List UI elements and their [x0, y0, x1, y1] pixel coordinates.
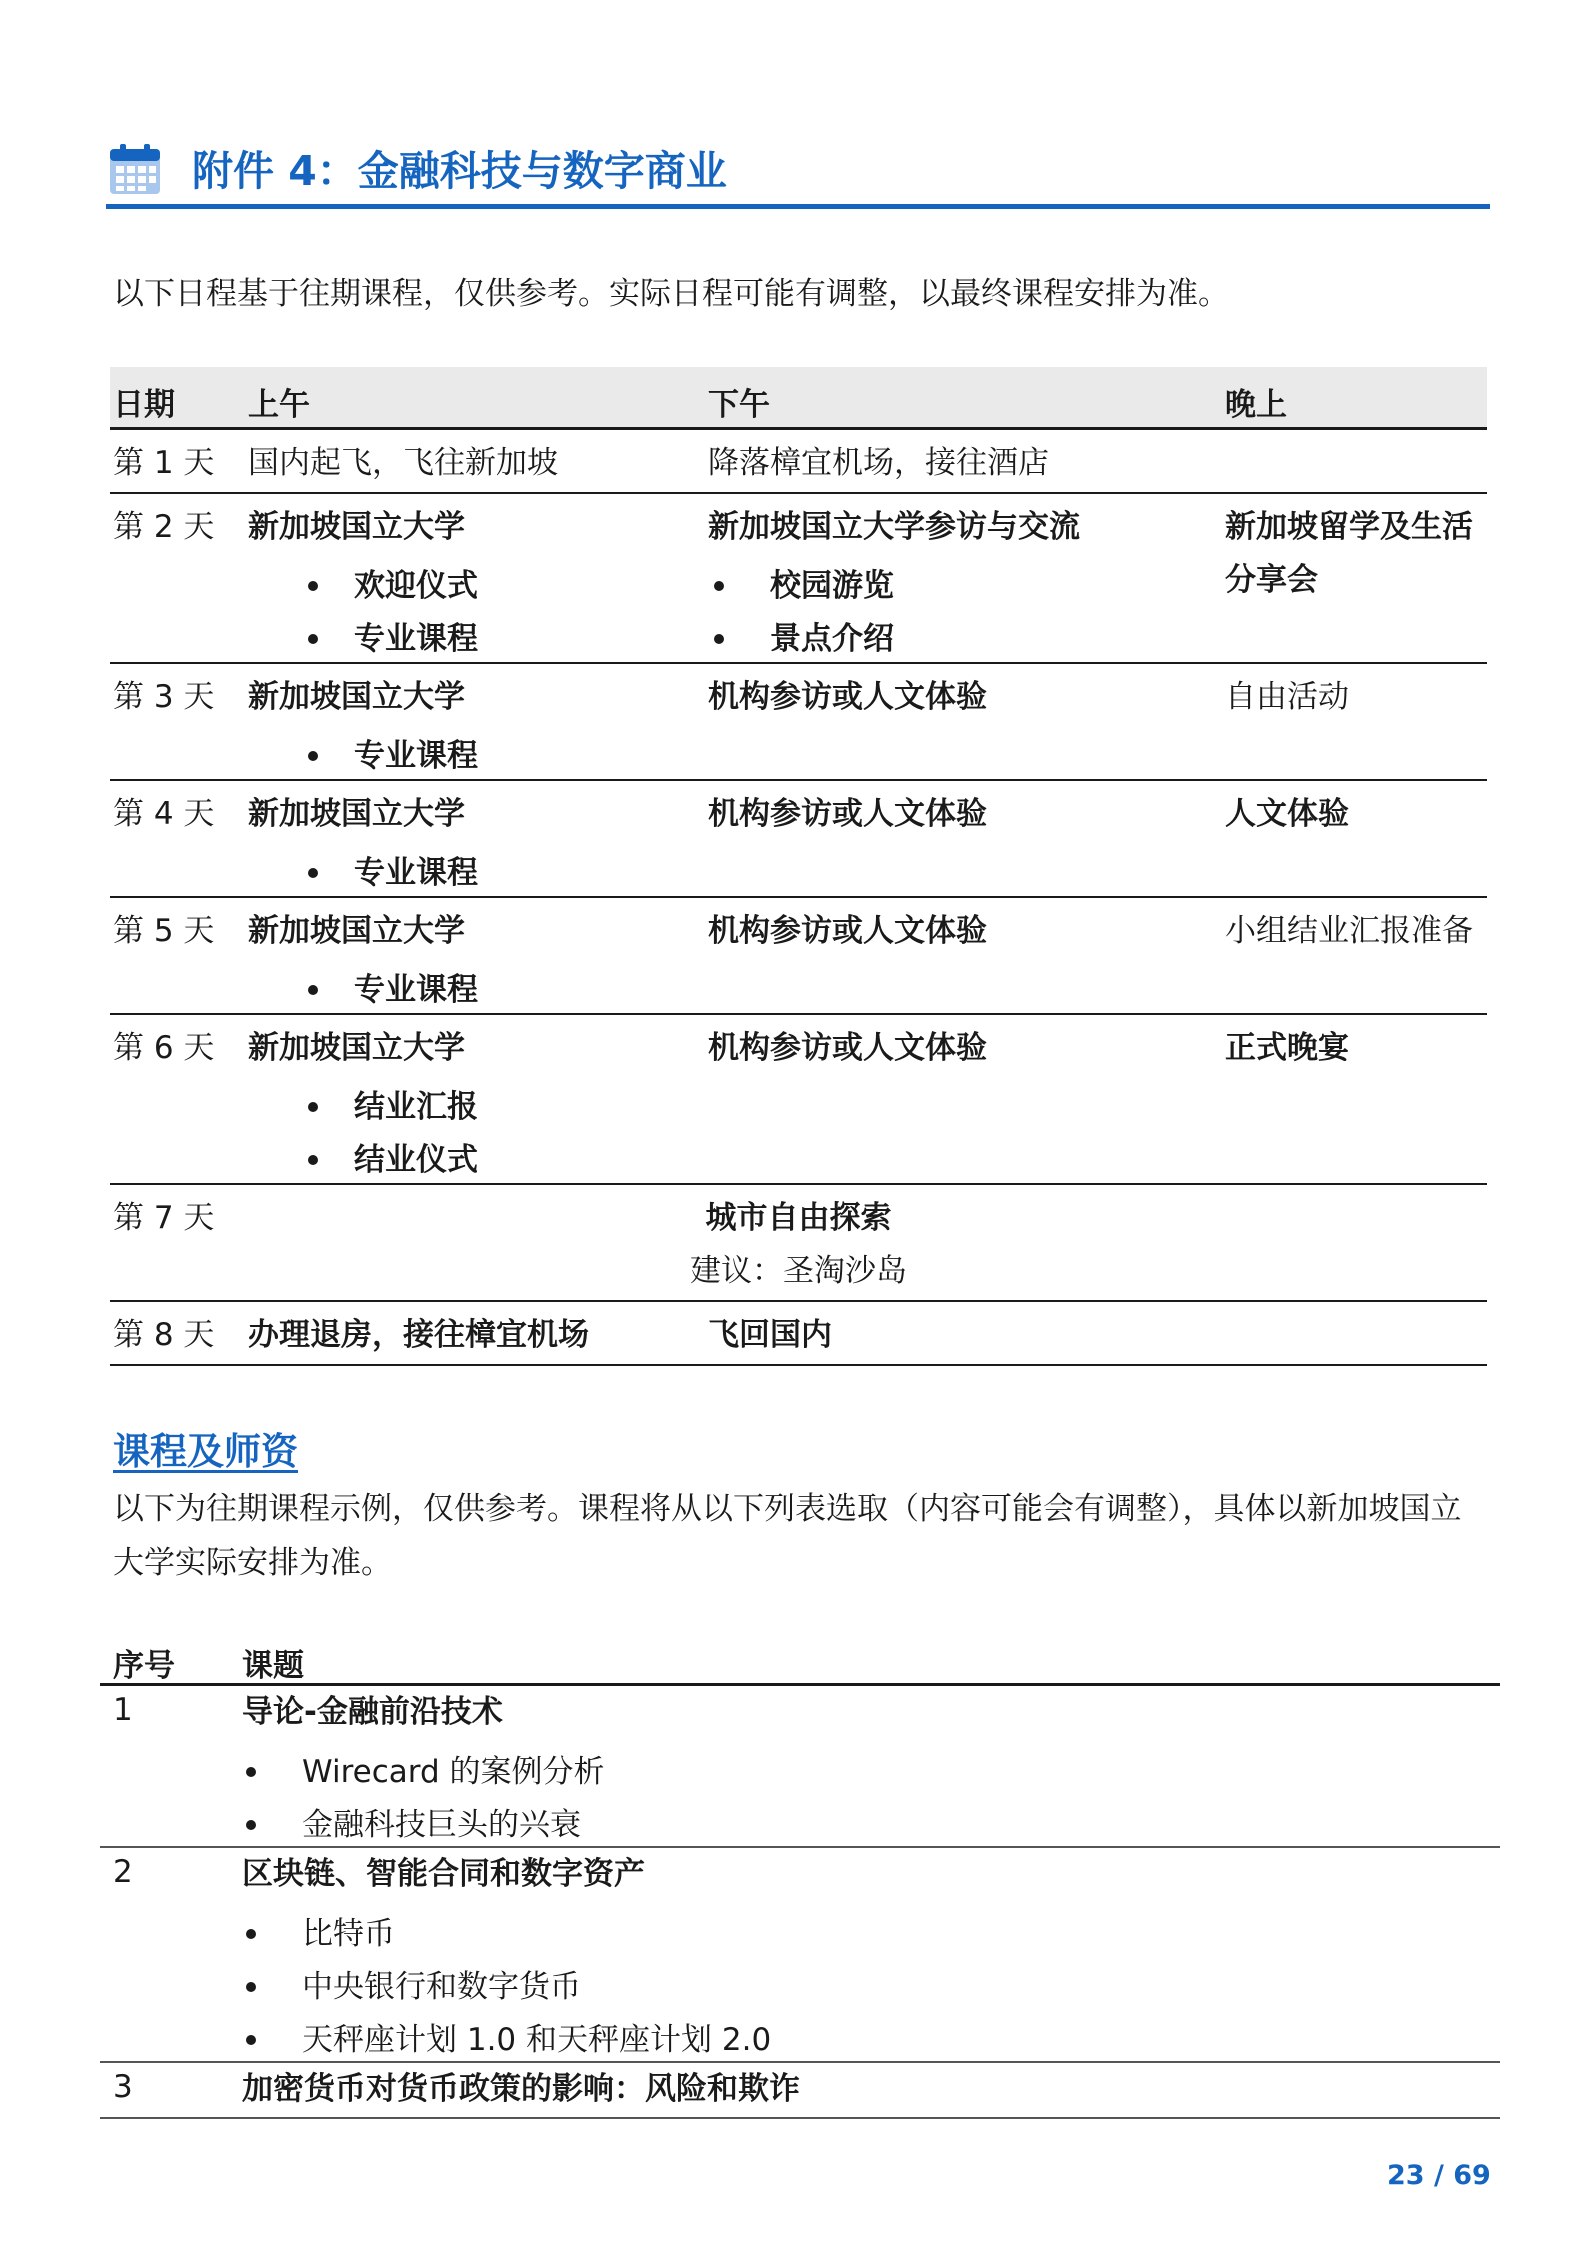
header-evening: 晚上 — [1225, 387, 1287, 423]
schedule-row — [110, 664, 1487, 781]
intro-text: 以下日程基于往期课程，仅供参考。实际日程可能有调整，以最终课程安排为准。 — [113, 276, 1229, 312]
header-day: 日期 — [113, 387, 175, 423]
list-item: 结业仪式 — [248, 1133, 478, 1186]
morning-activity: 新加坡国立大学 — [248, 509, 465, 545]
day-label: 第 4 天 — [113, 796, 215, 832]
bullet-icon — [308, 1155, 318, 1165]
header-topic: 课题 — [242, 1648, 304, 1684]
header-morning: 上午 — [248, 387, 310, 423]
course-title: 导论-金融前沿技术 — [242, 1694, 503, 1730]
evening-activity: 新加坡留学及生活 — [1225, 509, 1473, 545]
bullet-icon — [714, 581, 724, 591]
bullet-icon — [246, 1820, 256, 1830]
schedule-row — [110, 494, 1487, 664]
bullet-icon — [246, 1982, 256, 1992]
morning-activity: 新加坡国立大学 — [248, 796, 465, 832]
morning-activity: 办理退房，接往樟宜机场 — [248, 1317, 589, 1353]
course-title: 区块链、智能合同和数字资产 — [242, 1856, 645, 1892]
section-intro: 以下为往期课程示例，仅供参考。课程将从以下列表选取（内容可能会有调整），具体以新加坡国立 大学实际安排为准。 — [113, 1491, 1462, 1581]
page-header — [110, 132, 1490, 208]
day-label: 第 2 天 — [113, 509, 215, 545]
list-item: 校园游览 — [708, 559, 1080, 612]
schedule-row — [110, 1185, 1487, 1302]
bullet-icon — [246, 2035, 256, 2045]
page-title: 附件 4：金融科技与数字商业 — [192, 147, 727, 195]
bullet-icon — [308, 985, 318, 995]
afternoon-activity: 机构参访或人文体验 — [708, 1030, 987, 1066]
list-item: 天秤座计划 1.0 和天秤座计划 2.0 — [242, 2013, 771, 2066]
schedule-row — [110, 430, 1487, 494]
bullet-icon — [308, 581, 318, 591]
header-num: 序号 — [113, 1648, 175, 1684]
afternoon-activity: 机构参访或人文体验 — [708, 796, 987, 832]
course-number: 1 — [113, 1692, 133, 1728]
schedule-row — [110, 1302, 1487, 1366]
schedule-header-row — [110, 367, 1487, 430]
bullet-icon — [246, 1767, 256, 1777]
course-title: 加密货币对货币政策的影响：风险和欺诈 — [242, 2071, 800, 2107]
afternoon-activity: 新加坡国立大学参访与交流 — [708, 509, 1080, 545]
day-label: 第 7 天 — [113, 1200, 215, 1236]
evening-activity: 正式晚宴 — [1225, 1030, 1349, 1066]
courses-table — [100, 1640, 1500, 2119]
schedule-row — [110, 781, 1487, 898]
day-label: 第 3 天 — [113, 679, 215, 715]
section-title: 课程及师资 — [113, 1430, 298, 1473]
table-row — [100, 2063, 1500, 2119]
bullet-icon — [246, 1929, 256, 1939]
afternoon-activity: 机构参访或人文体验 — [708, 913, 987, 949]
list-item: 专业课程 — [248, 963, 478, 1016]
list-item: 专业课程 — [248, 846, 478, 899]
afternoon-activity: 机构参访或人文体验 — [708, 679, 987, 715]
list-item: 专业课程 — [248, 729, 478, 782]
schedule-table — [110, 367, 1487, 1366]
day-label: 第 5 天 — [113, 913, 215, 949]
bullet-icon — [308, 634, 318, 644]
evening-activity: 自由活动 — [1225, 679, 1349, 715]
free-exploration-note: 建议：圣淘沙岛 — [690, 1253, 907, 1289]
list-item: 景点介绍 — [708, 612, 1080, 665]
morning-activity: 新加坡国立大学 — [248, 679, 465, 715]
schedule-row — [110, 898, 1487, 1015]
morning-activity: 新加坡国立大学 — [248, 1030, 465, 1066]
page-number: 23 / 69 — [1387, 2160, 1491, 2191]
course-number: 3 — [113, 2069, 133, 2105]
morning-activity: 国内起飞，飞往新加坡 — [248, 445, 558, 481]
day-label: 第 6 天 — [113, 1030, 215, 1066]
bullet-icon — [308, 868, 318, 878]
morning-activity: 新加坡国立大学 — [248, 913, 465, 949]
evening-activity: 小组结业汇报准备 — [1225, 913, 1473, 949]
bullet-icon — [308, 751, 318, 761]
list-item: 比特币 — [242, 1907, 771, 1960]
schedule-row — [110, 1015, 1487, 1185]
list-item: 专业课程 — [248, 612, 478, 665]
free-exploration-title: 城市自由探索 — [705, 1200, 892, 1236]
bullet-icon — [714, 634, 724, 644]
calendar-icon — [110, 144, 160, 194]
course-number: 2 — [113, 1854, 133, 1890]
evening-activity: 人文体验 — [1225, 796, 1349, 832]
list-item: 欢迎仪式 — [248, 559, 478, 612]
day-label: 第 1 天 — [113, 445, 215, 481]
table-row — [100, 1686, 1500, 1848]
afternoon-activity: 飞回国内 — [708, 1317, 832, 1353]
bullet-icon — [308, 1102, 318, 1112]
title-divider — [106, 204, 1490, 209]
list-item: Wirecard 的案例分析 — [242, 1745, 605, 1798]
list-item: 金融科技巨头的兴衰 — [242, 1798, 605, 1851]
list-item: 结业汇报 — [248, 1080, 478, 1133]
list-item: 中央银行和数字货币 — [242, 1960, 771, 2013]
table-row — [100, 1848, 1500, 2063]
day-label: 第 8 天 — [113, 1317, 215, 1353]
evening-activity-cont: 分享会 — [1225, 562, 1318, 598]
header-afternoon: 下午 — [708, 387, 770, 423]
courses-header-row — [100, 1640, 1500, 1686]
afternoon-activity: 降落樟宜机场，接往酒店 — [708, 445, 1049, 481]
